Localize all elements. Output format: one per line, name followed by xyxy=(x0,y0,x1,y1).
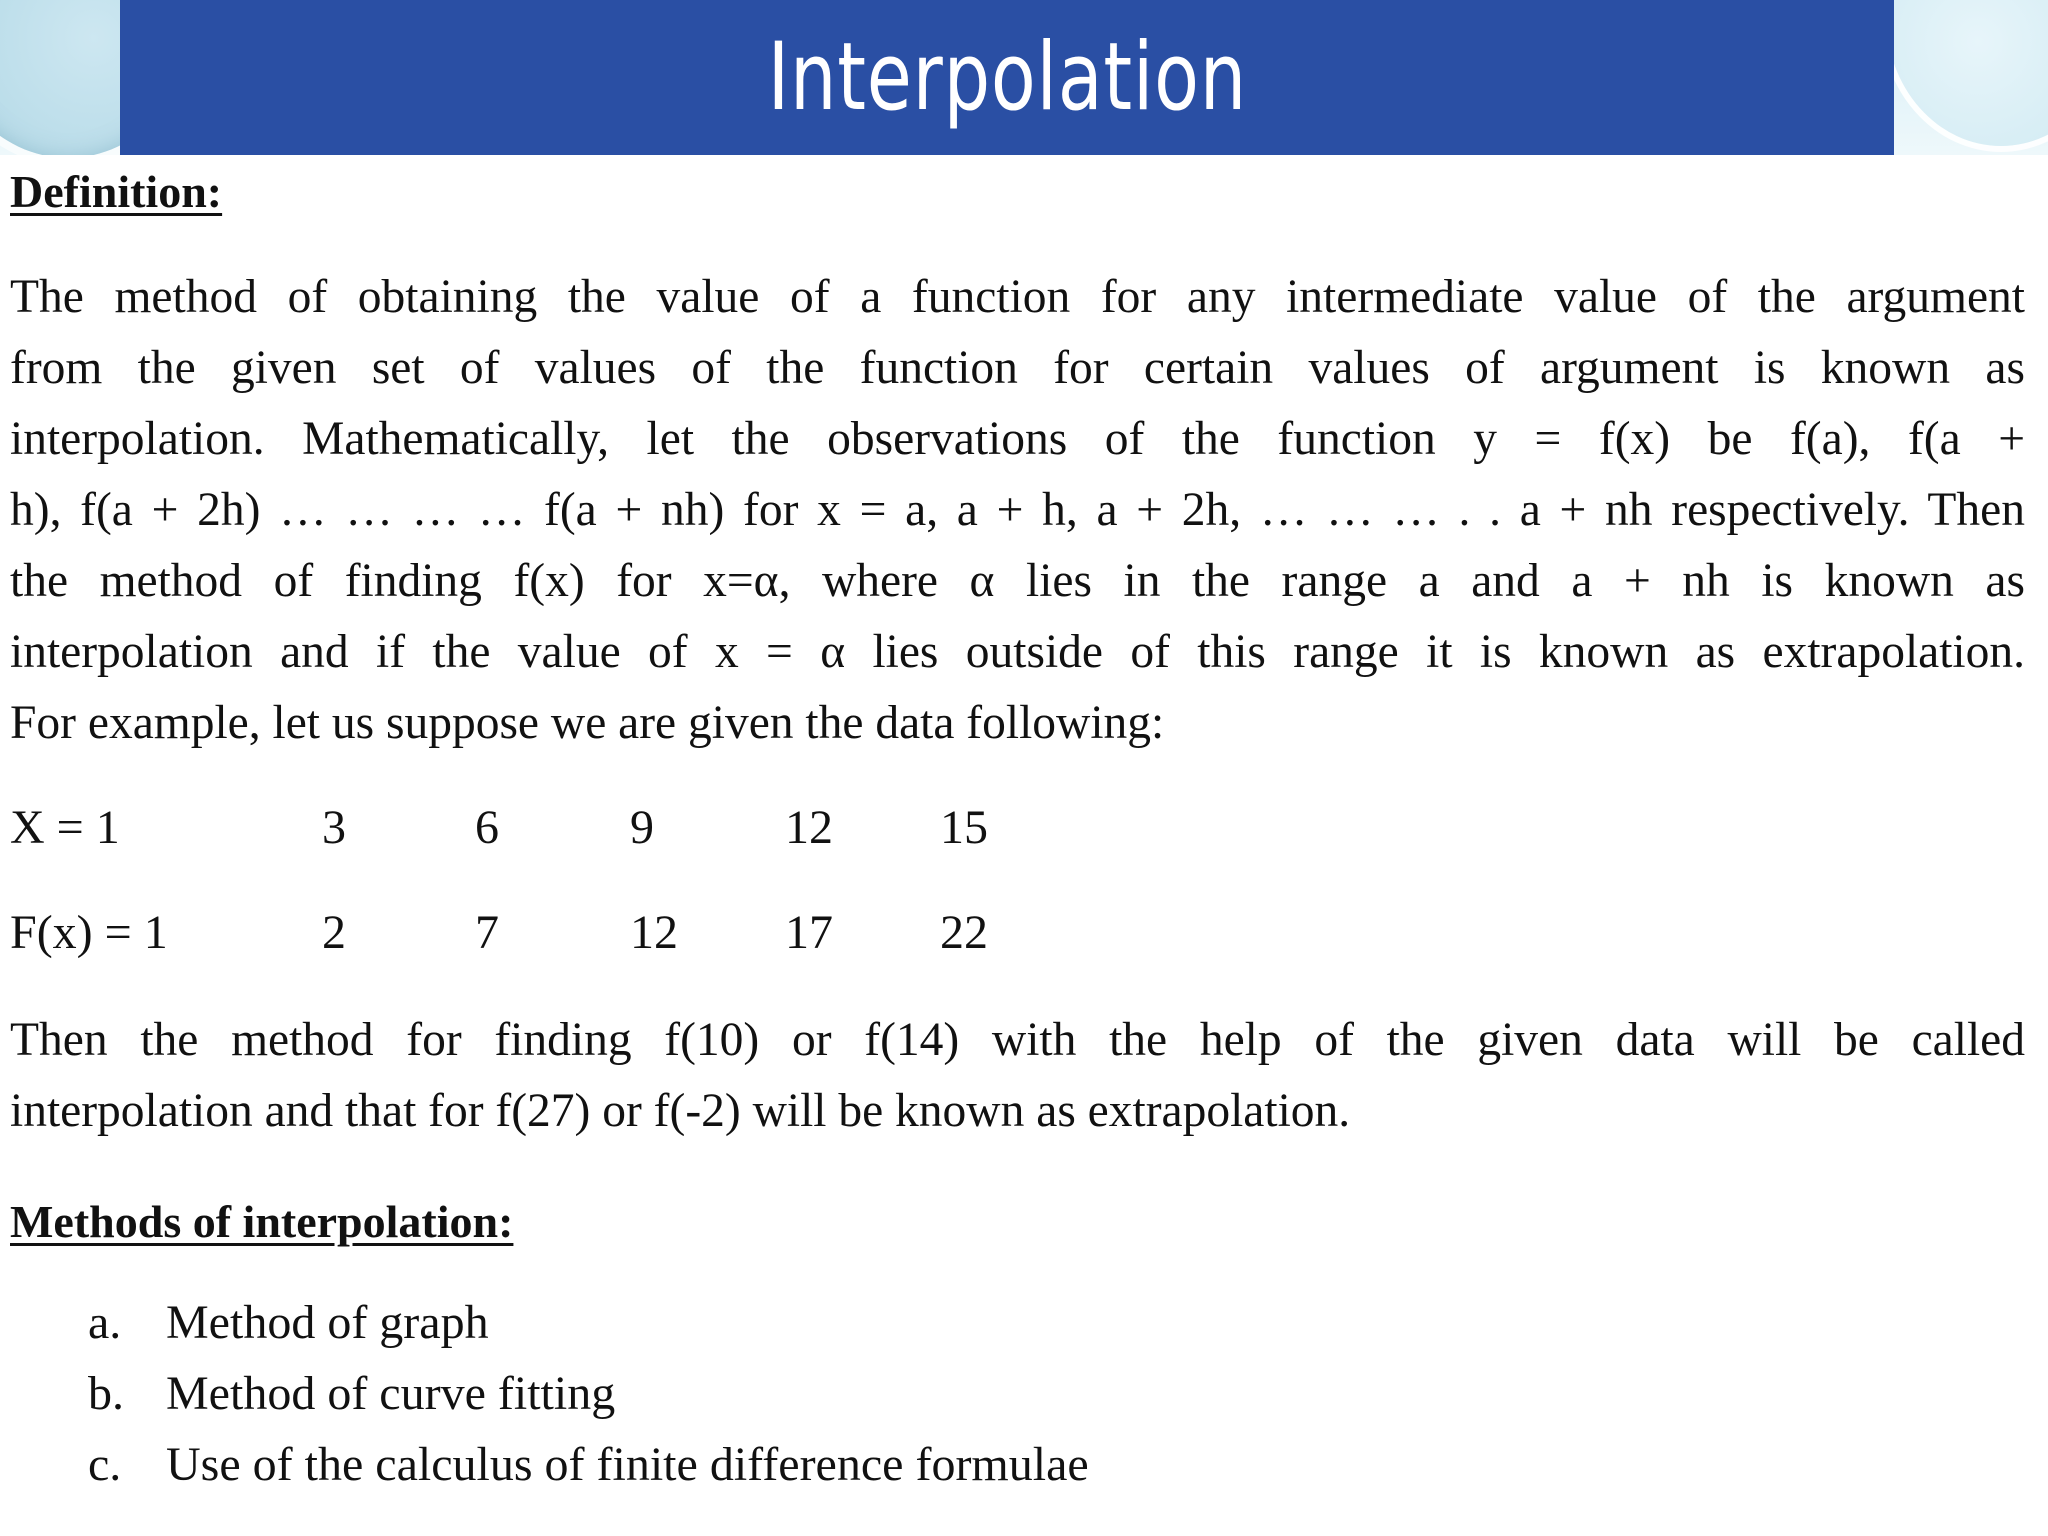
definition-line: from the given set of values of the function for certain values of argument is known as xyxy=(10,342,2025,394)
x-value: 12 xyxy=(785,801,833,854)
definition-line: The method of obtaining the value of a function for any intermediate value of the argument xyxy=(10,271,2025,323)
x-value: 3 xyxy=(322,801,346,854)
method-list-item xyxy=(88,1295,489,1350)
x-row-label: X = 1 xyxy=(10,801,120,854)
definition-line: interpolation. Mathematically, let the observations of the function y = f(x) be f(a), f(a + xyxy=(10,413,2025,465)
method-text: Method of curve fitting xyxy=(166,1367,616,1420)
fx-value: 2 xyxy=(322,906,346,959)
definition-line: interpolation and if the value of x = α lies outside of this range it is known as extrapolation. xyxy=(10,626,2025,678)
decorative-bubble-right xyxy=(1880,0,2048,152)
definition-line: the method of finding f(x) for x=α, where α lies in the range a and a + nh is known as xyxy=(10,555,2025,607)
fx-value: 12 xyxy=(630,906,678,959)
conclusion-line: Then the method for finding f(10) or f(14) with the help of the given data will be called xyxy=(10,1014,2025,1066)
conclusion-paragraph xyxy=(10,1005,2025,1147)
conclusion-line: interpolation and that for f(27) or f(-2) will be known as extrapolation. xyxy=(10,1085,1351,1137)
methods-heading: Methods of interpolation: xyxy=(10,1196,514,1247)
fx-value: 17 xyxy=(785,906,833,959)
x-value: 9 xyxy=(630,801,654,854)
fx-row-label: F(x) = 1 xyxy=(10,906,168,959)
definition-heading: Definition: xyxy=(10,166,223,217)
method-list-item xyxy=(88,1366,615,1421)
fx-value: 7 xyxy=(475,906,499,959)
x-value: 15 xyxy=(940,801,988,854)
fx-value: 22 xyxy=(940,906,988,959)
method-letter: b. xyxy=(88,1367,124,1420)
method-list-item xyxy=(88,1437,1089,1492)
definition-paragraph xyxy=(10,262,2025,759)
method-letter: a. xyxy=(88,1296,122,1349)
method-letter: c. xyxy=(88,1438,122,1491)
method-text: Use of the calculus of finite difference formulae xyxy=(166,1438,1089,1491)
page-title: Interpolation xyxy=(767,23,1247,132)
slide-content xyxy=(0,155,2048,1536)
definition-line: h), f(a + 2h) … … … … f(a + nh) for x = a, a + h, a + 2h, … … … . . a + nh respectively. Then xyxy=(10,484,2025,536)
title-bar xyxy=(120,0,1894,155)
x-value: 6 xyxy=(475,801,499,854)
definition-line: For example, let us suppose we are given the data following: xyxy=(10,697,1165,749)
method-text: Method of graph xyxy=(166,1296,489,1349)
